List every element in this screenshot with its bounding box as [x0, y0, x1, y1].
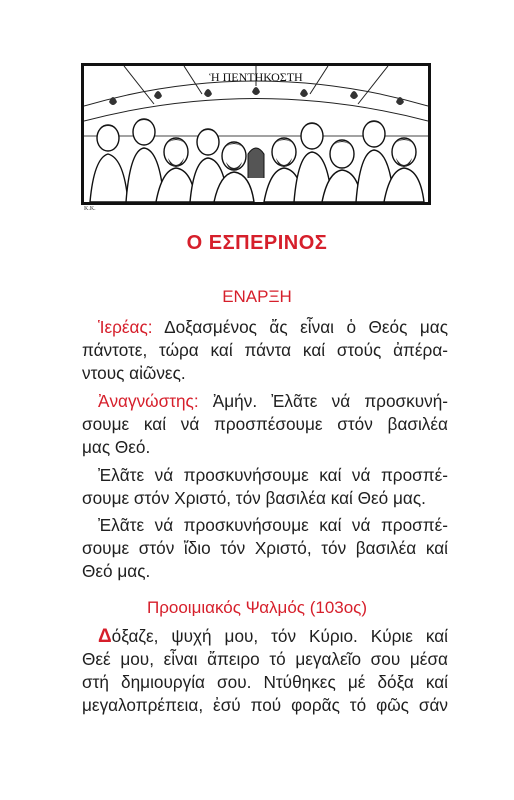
pentecost-drawing	[84, 66, 428, 202]
role-label-priest: Ἱερέας:	[98, 317, 153, 337]
role-label-reader: Ἀναγνώστης:	[98, 391, 199, 411]
section-heading: ΕΝΑΡΞΗ	[222, 287, 292, 306]
icon-inscription: Ἡ ΠΕΝΤΗΚΟΣΤΗ	[209, 70, 303, 84]
icon-signature: Κ.Κ.	[84, 206, 96, 212]
paragraph-come-worship-1: Ἐλᾶτε νά προσκυνήσουμε καί νά προσπέ- σουμε στόν Χριστό, τόν βασιλέα καί Θεό μας.	[82, 465, 448, 508]
paragraph-reader: Ἀναγνώστης: Ἀμήν. Ἐλᾶτε νά προσκυνή- σουμε καί νά προσπέσουμε στόν βασιλέα μας Θεό.	[82, 391, 448, 457]
paragraph-priest: Ἱερέας: Δοξασμένος ἄς εἶναι ὁ Θεός μας πάντοτε, τώρα καί πάντα καί στούς ἀπέρα- ντους αἰῶνες.	[82, 317, 448, 383]
paragraph-psalm: Δόξαζε, ψυχή μου, τόν Κύριο. Κύριε καί Θεέ μου, εἶναι ἄπειρο τό μεγαλεῖο σου μέσα στή δημιουργία σου. Ντύθηκες μέ δόξα καί μεγαλοπρέπεια, ἐσύ πού φορᾶς τό φῶς σάν	[82, 626, 448, 715]
pentecost-icon-image	[81, 63, 431, 205]
paragraph-come-worship-2: Ἐλᾶτε νά προσκυνήσουμε καί νά προσπέ- σουμε στόν ἴδιο τόν Χριστό, τόν βασιλέα καί Θεό μας.	[82, 515, 448, 581]
page-title: Ο ΕΣΠΕΡΙΝΟΣ	[186, 232, 328, 254]
psalm-heading: Προοιμιακός Ψαλμός (103ος)	[146, 598, 368, 617]
drop-cap: Δ	[98, 626, 112, 647]
